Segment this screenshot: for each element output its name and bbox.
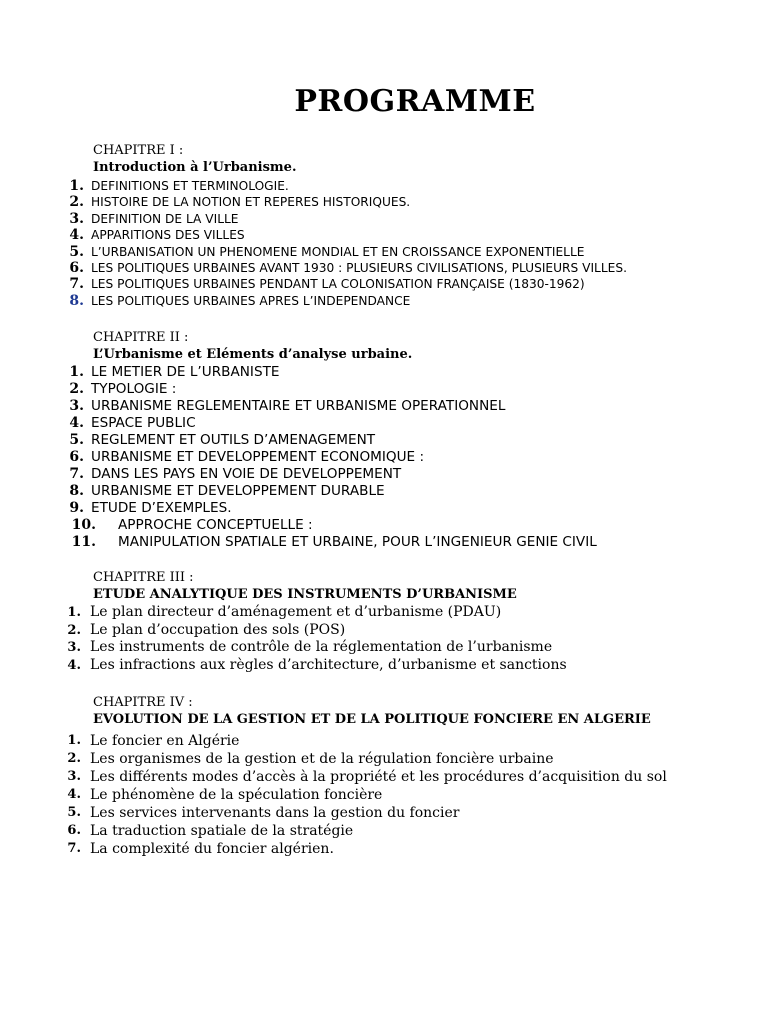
chapter-2-title: CHAPITRE II : [93,330,189,345]
item-number: 7. [69,466,84,482]
item-text: Le plan directeur d’aménagement et d’urbanisme (PDAU) [90,604,502,620]
item-number: 1. [67,733,81,748]
item-text: Les infractions aux règles d’architecture, d’urbanisme et sanctions [90,656,567,673]
item-number: 5. [69,432,84,448]
item-number: 1. [69,178,84,194]
item-number: 4. [67,657,81,673]
item-text: Le plan d’occupation des sols (POS) [90,621,346,638]
item-number: 2. [69,381,84,397]
item-number: 4. [69,415,84,431]
item-number: 8. [69,483,84,499]
item-text: La complexité du foncier algérien. [90,841,334,857]
chapter-1-header [93,142,296,176]
item-text: Les services intervenants dans la gestion du foncier [90,805,460,821]
chapter-4-header [93,694,651,728]
item-number: 11. [71,534,96,550]
chapter-3-subtitle: ETUDE ANALYTIQUE DES INSTRUMENTS D’URBANISME [93,587,517,602]
item-number: 2. [69,194,84,211]
item-number: 2. [67,622,81,638]
item-number: 10. [71,517,96,533]
item-text: LE METIER DE L’URBANISTE [91,364,280,380]
item-number: 7. [67,841,81,856]
item-text: ETUDE D’EXEMPLES. [91,500,232,516]
item-number: 6. [67,823,81,838]
item-text: REGLEMENT ET OUTILS D’AMENAGEMENT [91,432,376,448]
item-number: 6. [69,259,84,276]
item-number: 2. [67,751,81,766]
item-text: L’URBANISATION UN PHENOMENE MONDIAL ET EN CROISSANCE EXPONENTIELLE [91,244,585,259]
page-title: PROGRAMME [294,84,536,119]
item-number: 4. [69,227,84,244]
chapter-4-title: CHAPITRE IV : [93,695,193,710]
item-number: 3. [69,398,84,414]
item-text: LES POLITIQUES URBAINES AVANT 1930 : PLUSIEURS CIVILISATIONS, PLUSIEURS VILLES. [91,260,627,275]
chapter-1-title: CHAPITRE I : [93,143,184,158]
item-number: 3. [67,640,81,656]
chapter-1-subtitle: Introduction à l’Urbanisme. [93,160,297,175]
item-text: URBANISME ET DEVELOPPEMENT ECONOMIQUE : [91,449,425,465]
item-text: HISTOIRE DE LA NOTION ET REPERES HISTORIQUES. [91,195,411,210]
item-text: ESPACE PUBLIC [91,415,196,431]
chapter-3-header [93,569,517,603]
chapter-3-title: CHAPITRE III : [93,570,194,585]
item-number: 9. [69,500,84,516]
item-text: URBANISME REGLEMENTAIRE ET URBANISME OPERATIONNEL [91,398,506,414]
chapter-2-header [93,329,412,363]
item-text: URBANISME ET DEVELOPPEMENT DURABLE [91,483,385,499]
chapter-2-subtitle: L’Urbanisme et Eléments d’analyse urbaine. [93,347,413,362]
item-text: La traduction spatiale de la stratégie [90,823,354,839]
item-number: 3. [67,769,81,784]
item-text: TYPOLOGIE : [91,381,177,397]
item-text: Les organismes de la gestion et de la régulation foncière urbaine [90,751,554,767]
chapter-4-subtitle: EVOLUTION DE LA GESTION ET DE LA POLITIQUE FONCIERE EN ALGERIE [93,712,651,727]
item-text: APPARITIONS DES VILLES [91,228,245,243]
item-text: Le phénomène de la spéculation foncière [90,787,383,803]
item-number: 4. [67,787,81,802]
item-number: 7. [69,276,84,293]
item-text: LES POLITIQUES URBAINES PENDANT LA COLONISATION FRANÇAISE (1830-1962) [91,277,585,292]
item-number: 5. [69,243,84,260]
item-text: DEFINITIONS ET TERMINOLOGIE. [91,179,289,193]
item-number: 5. [67,805,81,820]
item-text: Les instruments de contrôle de la réglementation de l’urbanisme [90,639,553,656]
item-text: Les différents modes d’accès à la propriété et les procédures d’acquisition du sol [90,769,667,785]
item-text: APPROCHE CONCEPTUELLE : [118,517,313,533]
item-text: DANS LES PAYS EN VOIE DE DEVELOPPEMENT [91,466,402,482]
item-number: 8. [69,292,84,309]
item-text: Le foncier en Algérie [90,733,240,749]
item-number: 1. [69,364,84,380]
item-number: 3. [69,210,84,227]
item-number: 1. [67,605,81,620]
item-text: LES POLITIQUES URBAINES APRES L’INDEPENDANCE [91,293,411,308]
item-number: 6. [69,449,84,465]
item-text: MANIPULATION SPATIALE ET URBAINE, POUR L’INGENIEUR GENIE CIVIL [118,534,597,550]
item-text: DEFINITION DE LA VILLE [91,211,239,226]
